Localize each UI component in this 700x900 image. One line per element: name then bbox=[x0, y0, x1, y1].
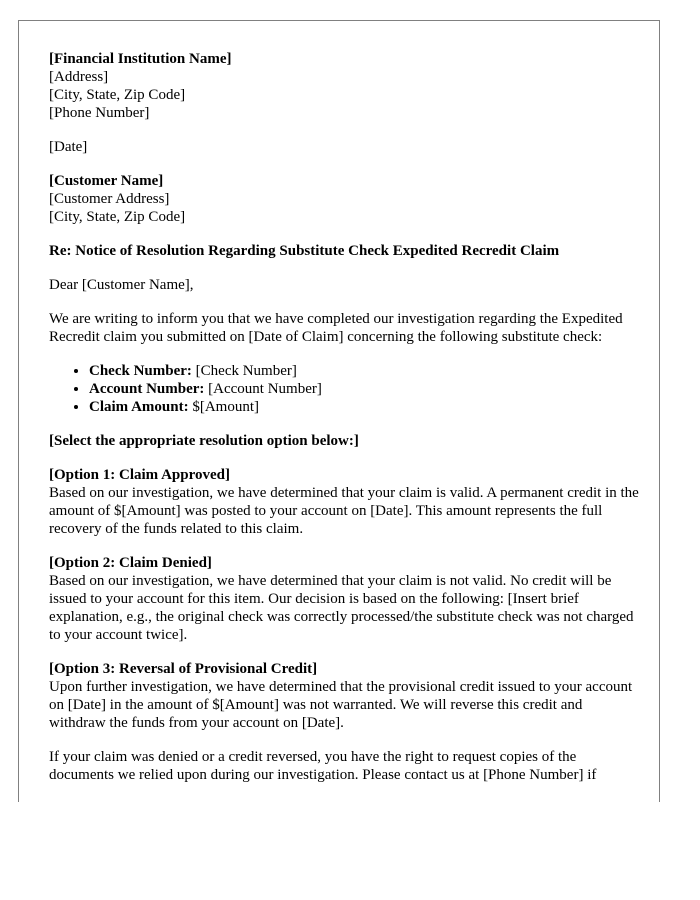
sender-phone: [Phone Number] bbox=[49, 105, 150, 121]
detail-value: $[Amount] bbox=[188, 399, 260, 415]
option-body: Based on our investigation, we have determined that your claim is valid. A permanent credit in the amount of $[Amount] was posted to your account on [Date]. This amount represents the full recovery of the funds related to this claim. bbox=[49, 485, 639, 537]
recipient-address: [Customer Address] bbox=[49, 191, 170, 207]
option-block bbox=[49, 660, 639, 732]
detail-label: Account Number: bbox=[89, 381, 205, 397]
sender-block bbox=[49, 50, 639, 122]
list-item bbox=[89, 380, 639, 398]
sender-city-state-zip: [City, State, Zip Code] bbox=[49, 87, 186, 103]
detail-value: [Check Number] bbox=[191, 363, 297, 379]
letter-page bbox=[18, 20, 660, 802]
option-body: Upon further investigation, we have determined that the provisional credit issued to your account on [Date] in the amount of $[Amount] was not warranted. We will reverse this credit and withdraw the funds from your account on [Date]. bbox=[49, 679, 633, 731]
subject-line: Re: Notice of Resolution Regarding Substitute Check Expedited Recredit Claim bbox=[49, 243, 560, 259]
sender-name: [Financial Institution Name] bbox=[49, 51, 232, 67]
intro-paragraph: We are writing to inform you that we have completed our investigation regarding the Expedited Recredit claim you submitted on [Date of Claim] concerning the following substitute check: bbox=[49, 311, 623, 345]
option-title: [Option 3: Reversal of Provisional Credit] bbox=[49, 661, 318, 677]
check-details-list bbox=[49, 362, 639, 416]
recipient-block bbox=[49, 172, 639, 226]
select-instruction: [Select the appropriate resolution option below:] bbox=[49, 433, 359, 449]
detail-label: Claim Amount: bbox=[89, 399, 189, 415]
list-item bbox=[89, 362, 639, 380]
option-body: Based on our investigation, we have determined that your claim is not valid. No credit will be issued to your account for this item. Our decision is based on the following: [Insert brief explanation, e.g., the original check was correctly processed/the substitute check was not charged to your account twice]. bbox=[49, 573, 634, 643]
list-item bbox=[89, 398, 639, 416]
option-block bbox=[49, 466, 639, 538]
option-title: [Option 2: Claim Denied] bbox=[49, 555, 212, 571]
option-title: [Option 1: Claim Approved] bbox=[49, 467, 230, 483]
letter-content bbox=[49, 50, 639, 800]
detail-value: [Account Number] bbox=[204, 381, 322, 397]
recipient-city-state-zip: [City, State, Zip Code] bbox=[49, 209, 186, 225]
option-block bbox=[49, 554, 639, 644]
closing-paragraph: If your claim was denied or a credit reversed, you have the right to request copies of the documents we relied upon during our investigation. Please contact us at [Phone Number] if bbox=[49, 749, 597, 783]
salutation: Dear [Customer Name], bbox=[49, 277, 194, 293]
recipient-name: [Customer Name] bbox=[49, 173, 164, 189]
detail-label: Check Number: bbox=[89, 363, 192, 379]
letter-date: [Date] bbox=[49, 139, 88, 155]
sender-address: [Address] bbox=[49, 69, 109, 85]
